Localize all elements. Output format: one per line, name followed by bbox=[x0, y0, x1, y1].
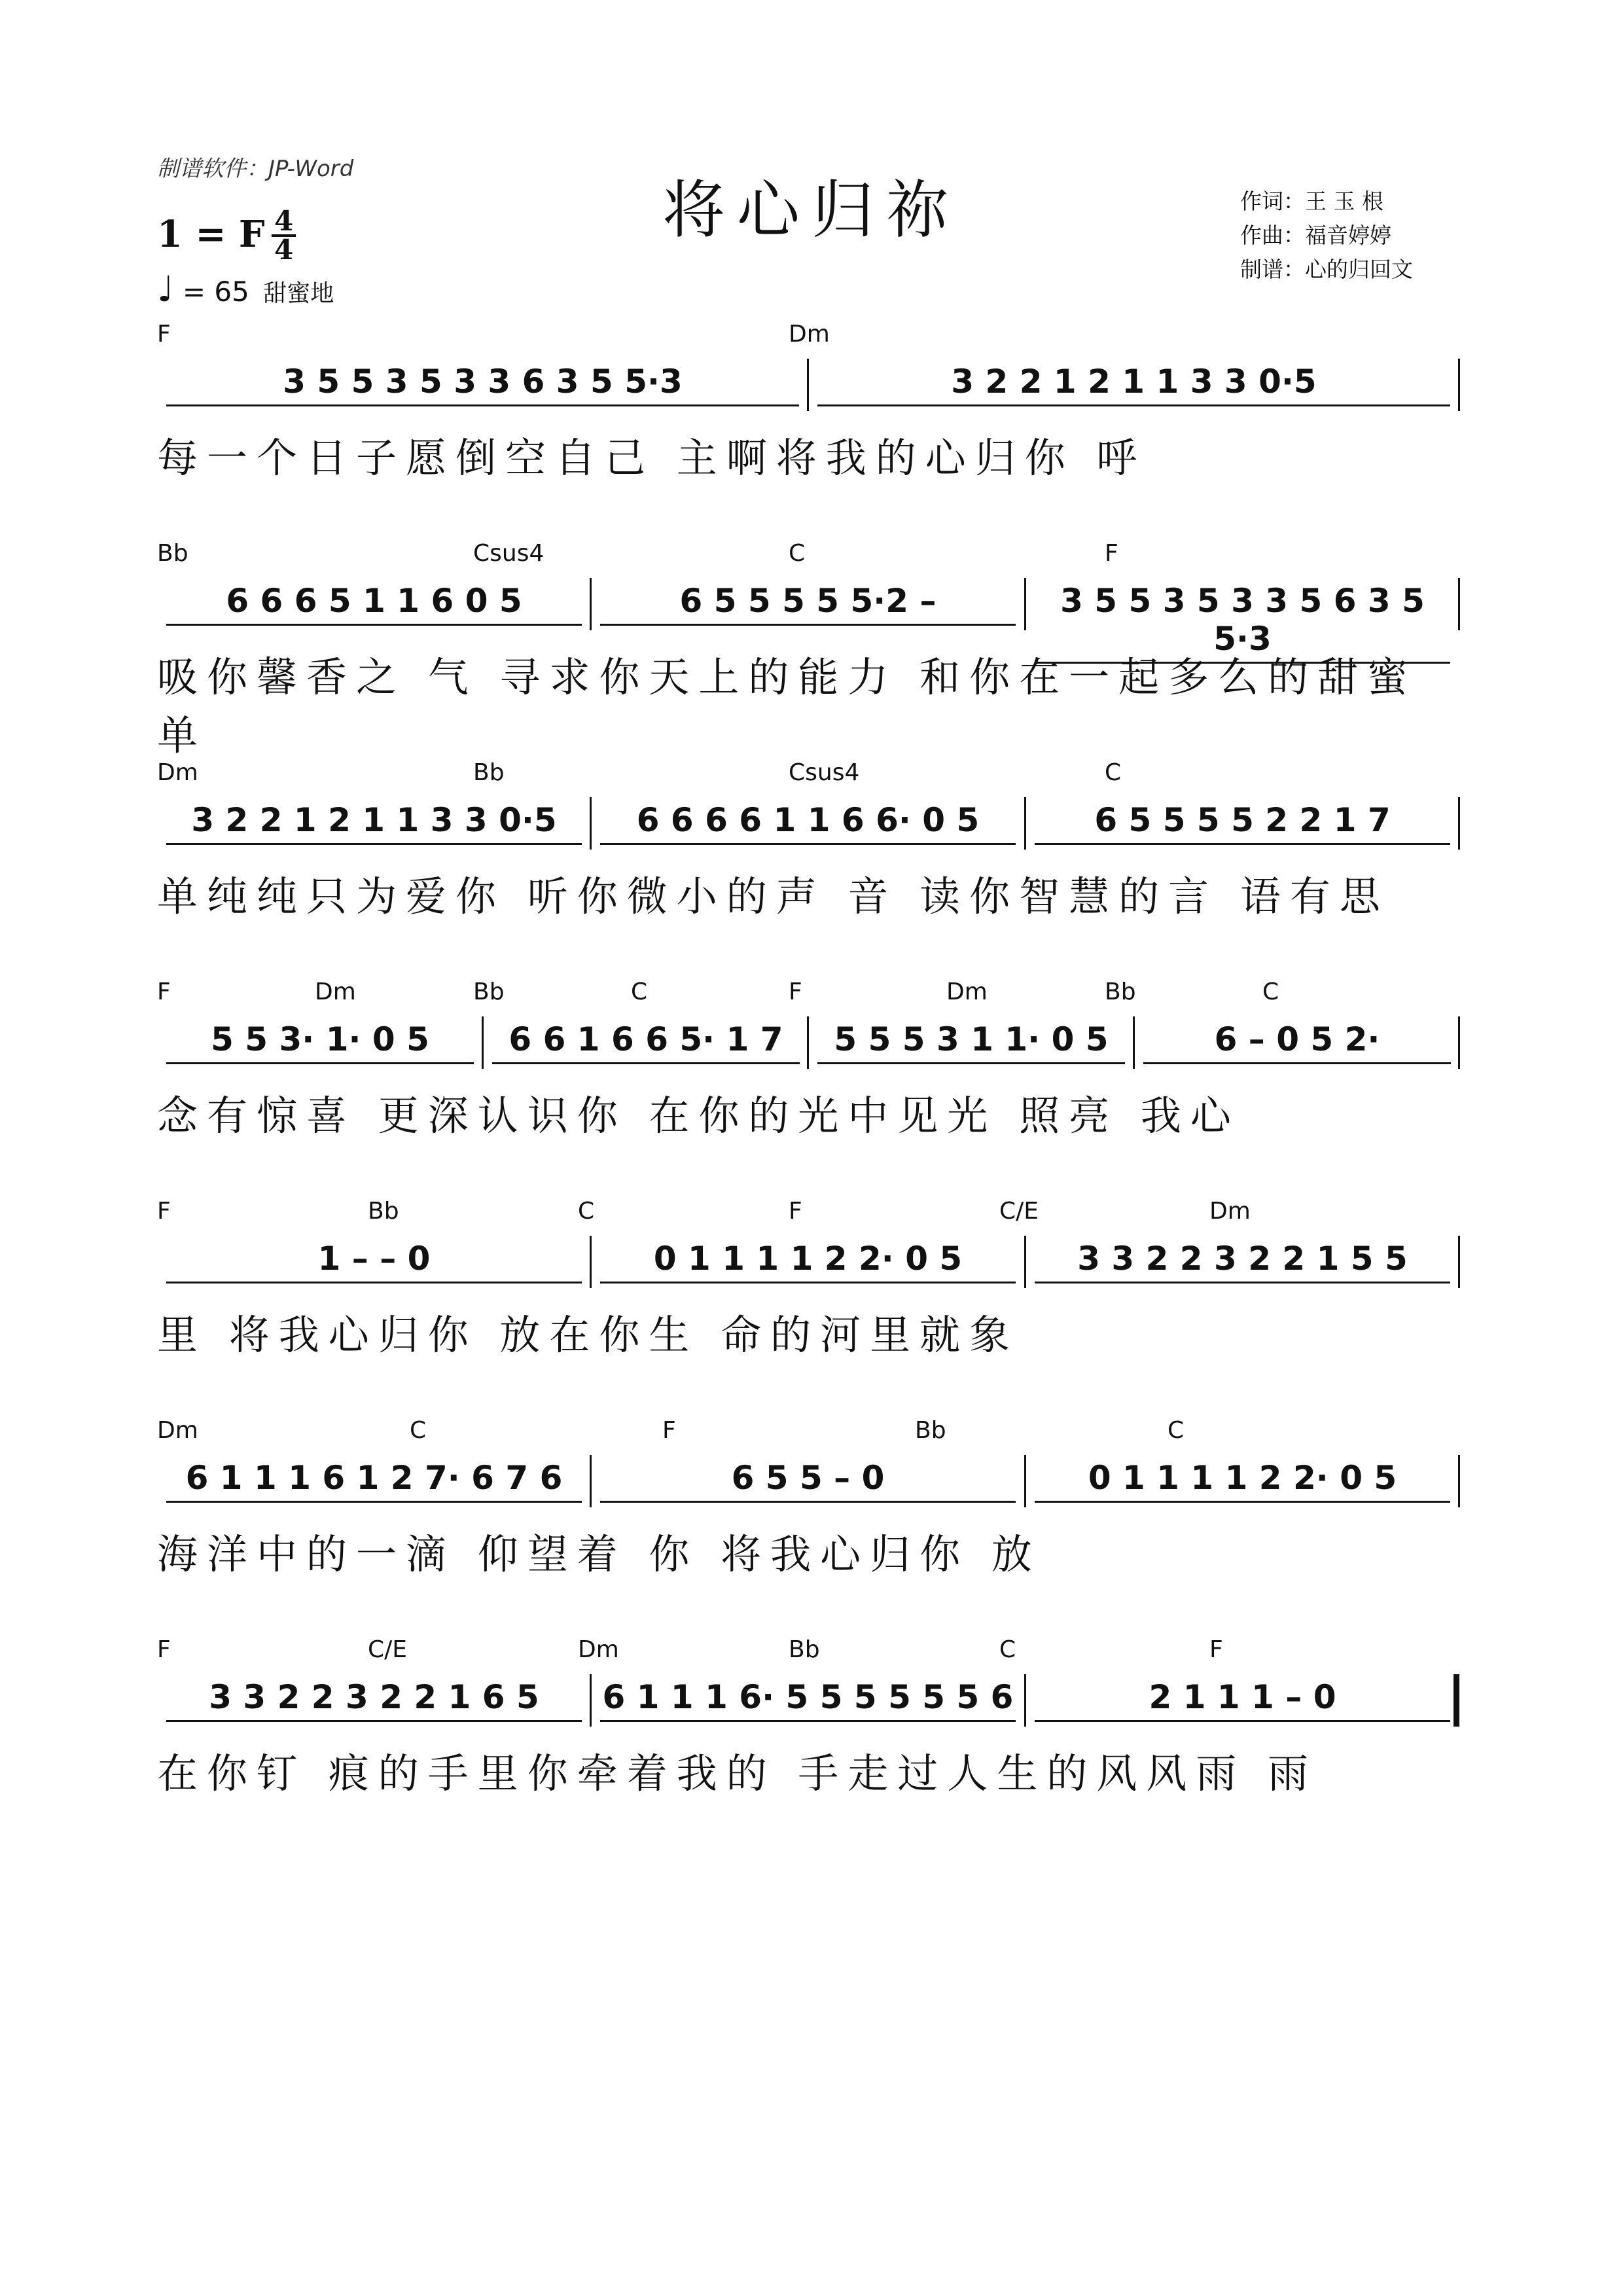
chord-symbol: F bbox=[157, 321, 171, 348]
chord-symbol: Dm bbox=[946, 978, 988, 1005]
bar-line bbox=[590, 1674, 592, 1727]
bar-line bbox=[590, 1236, 592, 1288]
chord-symbol: Dm bbox=[315, 978, 356, 1005]
score-system bbox=[157, 540, 1459, 759]
bar-line bbox=[1458, 1016, 1460, 1069]
measure: 6 6 1 6 6 5· 1 7 bbox=[492, 1020, 800, 1064]
chord-row bbox=[157, 759, 1459, 787]
chord-symbol: Dm bbox=[578, 1636, 619, 1663]
key-signature: 1 = F bbox=[157, 213, 265, 256]
bar-line bbox=[1458, 797, 1460, 850]
measure: 6 5 5 – 0 bbox=[600, 1459, 1016, 1503]
chord-symbol: Csus4 bbox=[473, 540, 544, 567]
chord-symbol: C bbox=[410, 1417, 427, 1444]
tempo-value: = 65 bbox=[182, 276, 249, 308]
chord-symbol: F bbox=[789, 978, 802, 1005]
measure: 3 3 2 2 3 2 2 1 5 5 bbox=[1035, 1240, 1450, 1283]
notation-row bbox=[157, 355, 1459, 414]
bar-line bbox=[590, 1455, 592, 1507]
lyrics-line: 每一个日子愿倒空自己 主啊将我的心归你 呼 bbox=[157, 434, 1147, 482]
chord-symbol: C/E bbox=[999, 1198, 1039, 1225]
score-system bbox=[157, 1417, 1459, 1587]
software-credit: 制谱软件：JP-Word bbox=[157, 156, 354, 182]
chord-symbol: Bb bbox=[1105, 978, 1136, 1005]
notation-row bbox=[157, 1013, 1459, 1071]
measure: 0 1 1 1 1 2 2· 0 5 bbox=[1035, 1459, 1450, 1503]
chord-symbol: C bbox=[578, 1198, 595, 1225]
chord-symbol: Bb bbox=[789, 1636, 820, 1663]
chord-row bbox=[157, 1636, 1459, 1664]
lyrics-line: 吸你馨香之 气 寻求你天上的能力 和你在一起多么的甜蜜 单 bbox=[157, 653, 1418, 759]
measure: 3 2 2 1 2 1 1 3 3 0·5 bbox=[166, 801, 582, 845]
chord-symbol: F bbox=[789, 1198, 802, 1225]
chord-symbol: C bbox=[789, 540, 806, 567]
chord-symbol: Bb bbox=[473, 759, 505, 786]
tempo-style: 甜蜜地 bbox=[263, 280, 334, 307]
bar-line bbox=[1024, 1674, 1026, 1727]
score-system bbox=[157, 759, 1459, 929]
lyrics-line: 海洋中的一滴 仰望着 你 将我心归你 放 bbox=[157, 1530, 1041, 1578]
bar-line bbox=[1024, 1455, 1026, 1507]
bar-line bbox=[590, 578, 592, 630]
measure: 0 1 1 1 1 2 2· 0 5 bbox=[600, 1240, 1016, 1283]
bar-line bbox=[1458, 359, 1460, 411]
measure: 6 5 5 5 5 5·2 – bbox=[600, 582, 1016, 626]
time-signature bbox=[272, 205, 296, 266]
chord-symbol: C bbox=[1105, 759, 1122, 786]
notation-row bbox=[157, 1451, 1459, 1510]
tempo-marking bbox=[157, 268, 334, 310]
bar-line bbox=[1024, 1236, 1026, 1288]
chord-symbol: F bbox=[1209, 1636, 1223, 1663]
chord-symbol: F bbox=[1105, 540, 1118, 567]
chord-symbol: Bb bbox=[915, 1417, 946, 1444]
chord-row bbox=[157, 321, 1459, 348]
chord-symbol: F bbox=[662, 1417, 676, 1444]
notation-row bbox=[157, 1670, 1459, 1729]
chord-symbol: F bbox=[157, 1636, 171, 1663]
bar-line bbox=[1024, 578, 1026, 630]
measure: 5 5 3· 1· 0 5 bbox=[166, 1020, 474, 1064]
credits-block bbox=[1240, 185, 1413, 287]
score-system bbox=[157, 978, 1459, 1149]
chord-symbol: C bbox=[1168, 1417, 1185, 1444]
chord-symbol: Bb bbox=[157, 540, 188, 567]
measure: 6 – 0 5 2· bbox=[1143, 1020, 1451, 1064]
lyricist-credit: 作词：王 玉 根 bbox=[1240, 188, 1383, 214]
bar-line bbox=[1458, 1236, 1460, 1288]
chord-symbol: Dm bbox=[1209, 1198, 1251, 1225]
measure: 6 6 6 6 1 1 6 6· 0 5 bbox=[600, 801, 1016, 845]
chord-symbol: Dm bbox=[157, 759, 198, 786]
chord-symbol: Dm bbox=[157, 1417, 198, 1444]
chord-symbol: C bbox=[631, 978, 648, 1005]
chord-symbol: C/E bbox=[368, 1636, 408, 1663]
chord-symbol: C bbox=[999, 1636, 1016, 1663]
chord-symbol: C bbox=[1262, 978, 1279, 1005]
bar-line bbox=[1454, 1674, 1459, 1727]
measure: 5 5 5 3 1 1· 0 5 bbox=[817, 1020, 1125, 1064]
bar-line bbox=[807, 1016, 809, 1069]
quarter-note-icon: ♩ bbox=[157, 268, 174, 310]
score-system bbox=[157, 1636, 1459, 1806]
arranger-credit: 制谱：心的归回文 bbox=[1240, 257, 1413, 282]
lyrics-line: 单纯纯只为爱你 听你微小的声 音 读你智慧的言 语有思 bbox=[157, 872, 1389, 920]
chord-symbol: F bbox=[157, 978, 171, 1005]
lyrics-line: 在你钉 痕的手里你牵着我的 手走过人生的风风雨 雨 bbox=[157, 1749, 1318, 1797]
notation-row bbox=[157, 1232, 1459, 1291]
bar-line bbox=[1458, 578, 1460, 630]
measure: 6 1 1 1 6· 5 5 5 5 5 5 6 bbox=[600, 1678, 1016, 1722]
notation-row bbox=[157, 793, 1459, 852]
bar-line bbox=[1024, 797, 1026, 850]
time-sig-top: 4 bbox=[272, 208, 296, 237]
measure: 3 2 2 1 2 1 1 3 3 0·5 bbox=[817, 363, 1450, 406]
bar-line bbox=[1133, 1016, 1135, 1069]
chord-row bbox=[157, 1198, 1459, 1225]
measure: 3 5 5 3 5 3 3 6 3 5 5·3 bbox=[166, 363, 799, 406]
measure: 2 1 1 1 – 0 bbox=[1035, 1678, 1450, 1722]
score-system bbox=[157, 321, 1459, 491]
chord-symbol: Csus4 bbox=[789, 759, 860, 786]
measure: 6 6 6 5 1 1 6 0 5 bbox=[166, 582, 582, 626]
chord-symbol: Dm bbox=[789, 321, 830, 348]
chord-symbol: Bb bbox=[368, 1198, 399, 1225]
measure: 1 – – 0 bbox=[166, 1240, 582, 1283]
lyrics-line: 念有惊喜 更深认识你 在你的光中见光 照亮 我心 bbox=[157, 1092, 1240, 1139]
bar-line bbox=[590, 797, 592, 850]
song-title: 将心归祢 bbox=[662, 173, 961, 247]
lyrics-line: 里 将我心归你 放在你生 命的河里就象 bbox=[157, 1311, 1020, 1359]
bar-line bbox=[807, 359, 809, 411]
chord-row bbox=[157, 540, 1459, 567]
score-system bbox=[157, 1198, 1459, 1368]
chord-row bbox=[157, 978, 1459, 1006]
bar-line bbox=[482, 1016, 484, 1069]
notation-row bbox=[157, 574, 1459, 658]
measure: 3 5 5 3 5 3 3 5 6 3 5 5·3 bbox=[1035, 582, 1450, 664]
measure: 6 1 1 1 6 1 2 7· 6 7 6 bbox=[166, 1459, 582, 1503]
chord-row bbox=[157, 1417, 1459, 1444]
composer-credit: 作曲：福音婷婷 bbox=[1240, 223, 1391, 248]
measure: 6 5 5 5 5 2 2 1 7 bbox=[1035, 801, 1450, 845]
time-sig-bottom: 4 bbox=[274, 234, 294, 266]
measure: 3 3 2 2 3 2 2 1 6 5 bbox=[166, 1678, 582, 1722]
chord-symbol: F bbox=[157, 1198, 171, 1225]
chord-symbol: Bb bbox=[473, 978, 505, 1005]
bar-line bbox=[1458, 1455, 1460, 1507]
